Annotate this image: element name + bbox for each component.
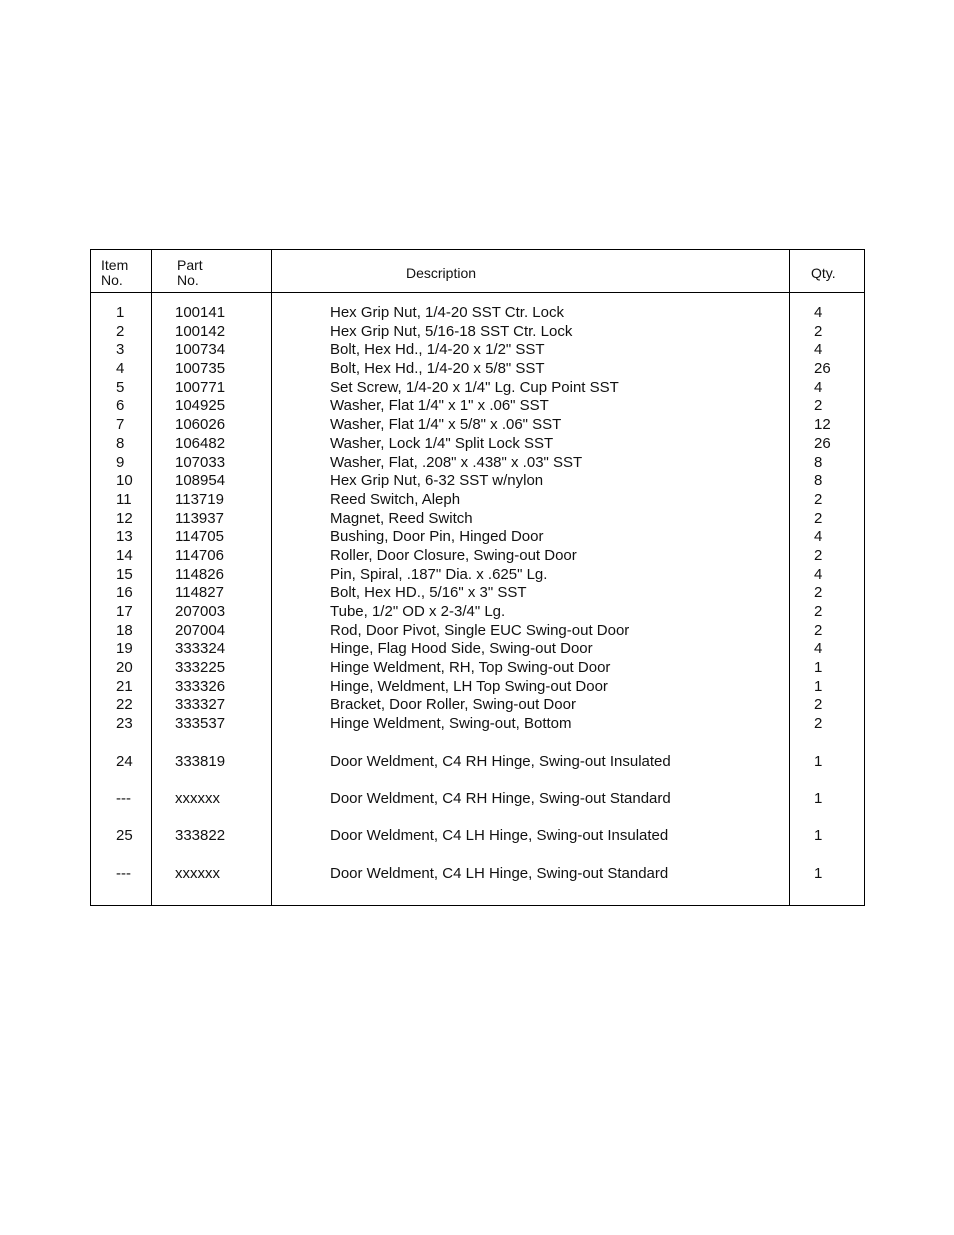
part-no-cell: 100771 [175,378,226,396]
header-qty: Qty. [811,265,836,281]
item-no-cell: 5 [116,378,125,396]
qty-cell: 4 [814,565,823,583]
qty-cell: 2 [814,584,823,602]
item-no-cell: 18 [116,621,133,639]
item-no-cell: 22 [116,696,133,714]
header-part-line1: Part [177,257,203,273]
part-no-cell: 106026 [175,416,226,434]
header-item-line1: Item [101,257,129,273]
item-no-cell: 6 [116,397,125,415]
part-no-cell: 100142 [175,322,226,340]
description-cell: Bolt, Hex Hd., 1/4-20 x 5/8" SST [330,360,545,378]
item-no-cell: 13 [116,528,133,546]
qty-cell: 2 [814,715,823,733]
table-row [91,379,864,398]
table-row [91,472,864,491]
qty-cell: 4 [814,341,823,359]
table-row [91,865,864,884]
qty-cell: 2 [814,696,823,714]
part-no-cell: 107033 [175,453,226,471]
item-no-cell: 15 [116,565,133,583]
part-no-cell: 104925 [175,397,226,415]
description-cell: Hinge Weldment, RH, Top Swing-out Door [330,659,611,677]
description-cell: Washer, Lock 1/4" Split Lock SST [330,434,554,452]
qty-cell: 4 [814,640,823,658]
qty-cell: 2 [814,322,823,340]
part-no-cell: 100735 [175,360,226,378]
description-cell: Hex Grip Nut, 6-32 SST w/nylon [330,472,544,490]
table-row [91,360,864,379]
description-cell: Washer, Flat 1/4" x 1" x .06" SST [330,397,549,415]
table-row [91,678,864,697]
item-no-cell: 20 [116,659,133,677]
item-no-cell: 17 [116,603,133,620]
description-cell: Door Weldment, C4 LH Hinge, Swing-out Insulated [330,827,669,845]
qty-cell: 2 [814,546,823,564]
header-description: Description [406,265,477,281]
part-no-cell: 100141 [175,304,226,321]
item-no-cell: 14 [116,546,133,564]
table-row [91,547,864,566]
qty-cell: 2 [814,490,823,508]
description-cell: Pin, Spiral, .187" Dia. x .625" Lg. [330,565,548,583]
table-row [91,603,864,622]
part-no-cell: 333327 [175,696,226,714]
table-row [91,715,864,734]
parts-table [90,249,865,906]
part-no-cell: 114705 [175,528,224,546]
item-no-cell: 11 [116,490,132,508]
header-divider [91,292,864,293]
qty-cell: 12 [814,416,831,434]
part-no-cell: 207003 [175,603,226,620]
qty-cell: 4 [814,304,823,321]
part-no-cell: 207004 [175,621,226,639]
description-cell: Bracket, Door Roller, Swing-out Door [330,696,576,714]
header-part-line2: No. [177,272,199,288]
qty-cell: 26 [814,434,831,452]
qty-cell: 8 [814,472,823,490]
item-no-cell: 24 [116,752,133,770]
table-row [91,566,864,585]
part-no-cell: 106482 [175,434,226,452]
table-row [91,528,864,547]
part-no-cell: xxxxxx [175,789,220,807]
description-cell: Door Weldment, C4 LH Hinge, Swing-out Standard [330,864,669,882]
qty-cell: 1 [814,827,823,845]
description-cell: Hex Grip Nut, 5/16-18 SST Ctr. Lock [330,322,573,340]
part-no-cell: 114706 [175,546,224,564]
part-no-cell: 333537 [175,715,226,733]
table-row [91,659,864,678]
item-no-cell: 1 [116,304,125,321]
table-row [91,454,864,473]
description-cell: Hinge, Weldment, LH Top Swing-out Door [330,677,608,695]
description-cell: Rod, Door Pivot, Single EUC Swing-out Door [330,621,630,639]
part-no-cell: 114826 [175,565,224,583]
header-item-no [101,258,128,288]
table-row [91,341,864,360]
qty-cell: 26 [814,360,831,378]
item-no-cell: 4 [116,360,125,378]
item-no-cell: --- [116,864,131,882]
part-no-cell: 333326 [175,677,226,695]
qty-cell: 2 [814,397,823,415]
item-no-cell: 19 [116,640,133,658]
item-no-cell: 21 [116,677,133,695]
part-no-cell: 333324 [175,640,226,658]
qty-cell: 1 [814,677,823,695]
table-row [91,323,864,342]
table-row [91,435,864,454]
item-no-cell: 9 [116,453,125,471]
description-cell: Bushing, Door Pin, Hinged Door [330,528,544,546]
qty-cell: 8 [814,453,823,471]
item-no-cell: 3 [116,341,125,359]
part-no-cell: 114827 [175,584,224,602]
description-cell: Tube, 1/2" OD x 2-3/4" Lg. [330,603,506,620]
part-no-cell: 108954 [175,472,226,490]
part-no-cell: 333225 [175,659,226,677]
qty-cell: 2 [814,509,823,527]
table-row [91,622,864,641]
part-no-cell: xxxxxx [175,864,220,882]
item-no-cell: --- [116,789,131,807]
header-item-line2: No. [101,272,123,288]
description-cell: Door Weldment, C4 RH Hinge, Swing-out Standard [330,789,671,807]
table-body [91,304,864,883]
part-no-cell: 333819 [175,752,226,770]
description-cell: Hinge Weldment, Swing-out, Bottom [330,715,572,733]
table-row [91,491,864,510]
item-no-cell: 16 [116,584,133,602]
qty-cell: 1 [814,864,823,882]
qty-cell: 2 [814,603,823,620]
part-no-cell: 333822 [175,827,226,845]
description-cell: Roller, Door Closure, Swing-out Door [330,546,577,564]
description-cell: Hex Grip Nut, 1/4-20 SST Ctr. Lock [330,304,564,321]
description-cell: Door Weldment, C4 RH Hinge, Swing-out Insulated [330,752,671,770]
table-row [91,397,864,416]
qty-cell: 4 [814,528,823,546]
header-part-no [177,258,203,288]
description-cell: Washer, Flat 1/4" x 5/8" x .06" SST [330,416,562,434]
qty-cell: 2 [814,621,823,639]
qty-cell: 4 [814,378,823,396]
part-no-cell: 100734 [175,341,226,359]
table-row [91,696,864,715]
description-cell: Hinge, Flag Hood Side, Swing-out Door [330,640,593,658]
table-row [91,753,864,772]
table-row [91,510,864,529]
item-no-cell: 8 [116,434,125,452]
part-no-cell: 113719 [175,490,224,508]
qty-cell: 1 [814,789,823,807]
item-no-cell: 25 [116,827,133,845]
description-cell: Reed Switch, Aleph [330,490,461,508]
item-no-cell: 10 [116,472,133,490]
item-no-cell: 12 [116,509,133,527]
table-row [91,790,864,809]
table-row [91,827,864,846]
item-no-cell: 7 [116,416,125,434]
qty-cell: 1 [814,659,823,677]
table-row [91,584,864,603]
part-no-cell: 113937 [175,509,224,527]
table-row [91,416,864,435]
description-cell: Bolt, Hex HD., 5/16" x 3" SST [330,584,527,602]
description-cell: Magnet, Reed Switch [330,509,473,527]
description-cell: Set Screw, 1/4-20 x 1/4" Lg. Cup Point SST [330,378,619,396]
description-cell: Bolt, Hex Hd., 1/4-20 x 1/2" SST [330,341,545,359]
item-no-cell: 2 [116,322,125,340]
qty-cell: 1 [814,752,823,770]
description-cell: Washer, Flat, .208" x .438" x .03" SST [330,453,583,471]
item-no-cell: 23 [116,715,133,733]
table-row [91,304,864,323]
table-row [91,640,864,659]
